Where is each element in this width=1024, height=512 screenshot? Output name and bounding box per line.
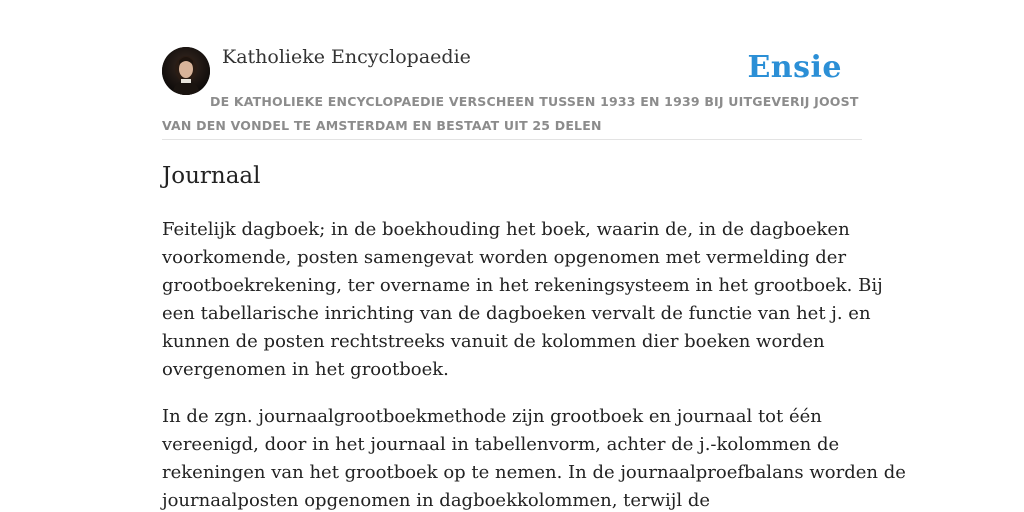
site-title[interactable]: Katholieke Encyclopaedie xyxy=(222,46,471,68)
text-line: overgenomen in het grootboek. xyxy=(162,359,449,380)
portrait-icon xyxy=(162,47,210,95)
text-line: journaalposten opgenomen in dagboekkolommen, terwijl de xyxy=(162,490,711,511)
header-divider xyxy=(162,139,862,140)
paragraph xyxy=(162,403,906,512)
text-line: voorkomende, posten samengevat worden opgenomen met vermelding der xyxy=(162,247,847,268)
text-line: een tabellarische inrichting van de dagboeken vervalt de functie van het j. en xyxy=(162,303,871,324)
text-line: kunnen de posten rechtstreeks vanuit de kolommen dier boeken worden xyxy=(162,331,825,352)
text-line: Feitelijk dagboek; in de boekhouding het boek, waarin de, in de dagboeken xyxy=(162,219,850,240)
text-line: rekeningen van het grootboek op te nemen. In de journaalproefbalans worden de xyxy=(162,462,906,483)
paragraph xyxy=(162,216,883,384)
text-line: In de zgn. journaalgrootboekmethode zijn grootboek en journaal tot één xyxy=(162,406,822,427)
text-line: grootboekrekening, ter overname in het rekeningsysteem in het grootboek. Bij xyxy=(162,275,883,296)
article-title: Journaal xyxy=(162,163,261,189)
avatar[interactable] xyxy=(162,47,210,95)
brand-logo[interactable]: Ensie xyxy=(747,50,842,85)
text-line: vereenigd, door in het journaal in tabellenvorm, achter de j.-kolommen de xyxy=(162,434,840,455)
article-body xyxy=(162,216,906,512)
source-description: DE KATHOLIEKE ENCYCLOPAEDIE VERSCHEEN TUSSEN 1933 EN 1939 BIJ UITGEVERIJ JOOST VAN DEN VONDEL TE AMSTERDAM EN BESTAAT UIT 25 DELEN xyxy=(162,94,859,133)
